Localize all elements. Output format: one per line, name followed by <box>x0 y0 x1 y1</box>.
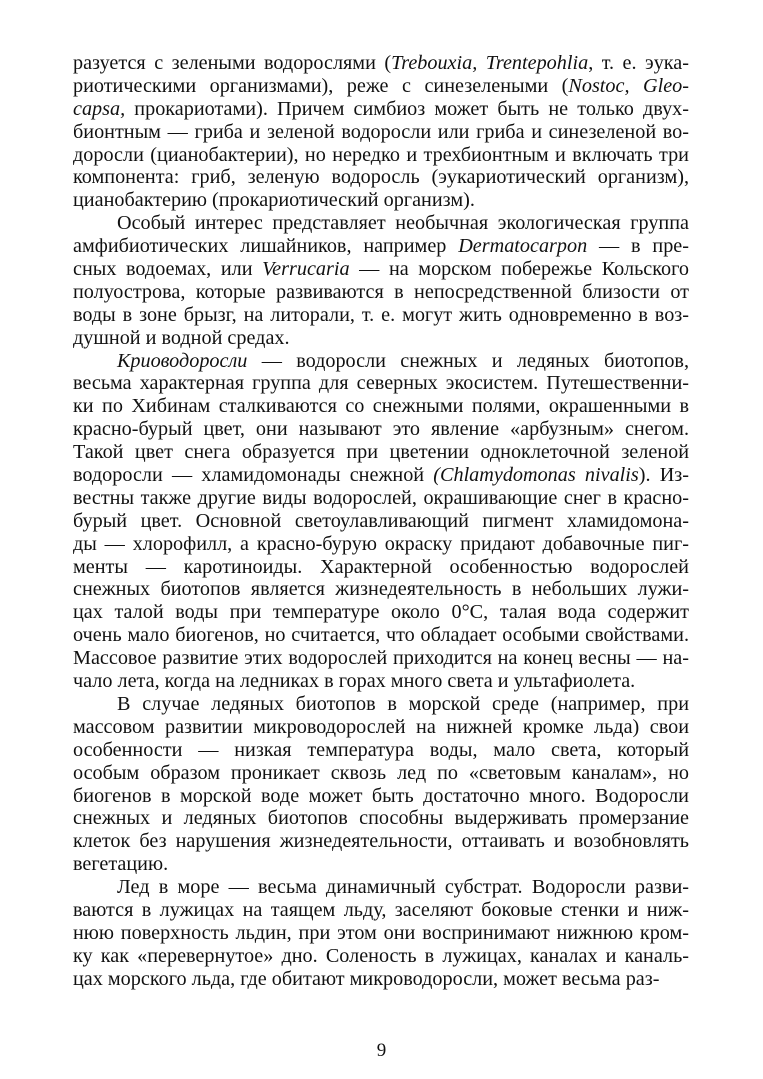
text-line <box>73 121 689 144</box>
text-line <box>73 258 689 281</box>
text-line <box>73 235 689 258</box>
text-run: снежных и ледяных биотопов способны выдерживать промерзание <box>73 807 689 830</box>
text-run: ). Из- <box>638 464 689 487</box>
text-run: особым образом проникает сквозь лед по «световым каналам», но <box>73 761 689 784</box>
text-line <box>73 876 689 899</box>
page-body <box>73 52 689 991</box>
text-line <box>73 670 689 693</box>
text-run: ку как «перевернутое» дно. Соленость в лужицах, каналах и каналь- <box>73 944 689 967</box>
text-line <box>73 578 689 601</box>
text-run: вегетацию. <box>73 853 169 876</box>
text-line <box>73 739 689 762</box>
text-run: бионтным — гриба и зеленой водоросли или гриба и синезеленой во- <box>73 120 689 143</box>
text-line <box>73 281 689 304</box>
text-line <box>73 166 689 189</box>
text-run: Особый интерес представляет необычная экологическая группа <box>117 212 689 235</box>
text-line <box>73 922 689 945</box>
italic-term: Trebouxia, Trentepohlia <box>391 52 589 74</box>
text-line <box>73 968 689 991</box>
page-number: 9 <box>376 1040 387 1061</box>
text-line <box>73 212 689 235</box>
text-run: клеток без нарушения жизнедеятельности, оттаивать и возобновлять <box>73 830 689 853</box>
text-line <box>73 556 689 579</box>
text-run: — в пре- <box>587 235 689 258</box>
text-run: цианобактерию (прокариотический организм). <box>73 189 475 212</box>
text-run: воды в зоне брызг, на литорали, т. е. могут жить одновременно в воз- <box>73 303 689 326</box>
text-run: цах морского льда, где обитают микроводоросли, может весьма раз- <box>73 967 660 990</box>
text-line <box>73 899 689 922</box>
paragraph <box>73 350 689 693</box>
paragraph <box>73 876 689 990</box>
text-run: вестны также другие виды водорослей, окрашивающие снег в красно- <box>73 486 689 509</box>
text-line <box>73 372 689 395</box>
text-run: цах талой воды при температуре около 0°С, талая вода содержит <box>73 601 689 624</box>
text-line <box>73 533 689 556</box>
text-run: чало лета, когда на ледниках в горах много света и ультафиолета. <box>73 670 636 693</box>
text-line <box>73 189 689 212</box>
italic-term: Dermatocarpon <box>458 235 588 258</box>
text-run: душной и водной средах. <box>73 326 290 349</box>
italic-term: (Chlamydomonas nivalis <box>433 464 639 487</box>
text-line <box>73 75 689 98</box>
text-run: водоросли — хламидомонады снежной <box>73 464 434 487</box>
text-run: риотическими организмами), реже с синезелеными ( <box>73 74 569 97</box>
text-line <box>73 98 689 121</box>
text-line <box>73 304 689 327</box>
paragraph <box>73 693 689 876</box>
text-line <box>73 487 689 510</box>
text-run: Такой цвет снега образуется при цветении одноклеточной зеленой <box>73 441 689 464</box>
text-line <box>73 510 689 533</box>
text-run: Лед в море — весьма динамичный субстрат. Водоросли разви- <box>117 876 689 899</box>
text-run: ки по Хибинам сталкиваются со снежными полями, окрашенными в <box>73 395 689 418</box>
text-run: массовом развитии микроводорослей на нижней кромке льда) свои <box>73 715 689 738</box>
text-run: красно-бурый цвет, они называют это явление «арбузным» снегом. <box>73 418 689 441</box>
text-run: Массовое развитие этих водорослей приходится на конец весны — на- <box>73 647 689 670</box>
text-run: снежных биотопов является жизнедеятельность в небольших лужи- <box>73 578 689 601</box>
text-line <box>73 601 689 624</box>
text-line <box>73 144 689 167</box>
text-run: , т. е. эука- <box>588 52 689 74</box>
text-line <box>73 785 689 808</box>
text-run: компонента: гриб, зеленую водоросль (эукариотический организм), <box>73 166 689 189</box>
paragraph <box>73 52 689 212</box>
text-line <box>73 693 689 716</box>
text-line <box>73 441 689 464</box>
text-run: разуется с зелеными водорослями ( <box>73 52 392 74</box>
italic-term: Криоводоросли <box>117 349 248 372</box>
text-line <box>73 716 689 739</box>
text-line <box>73 762 689 785</box>
paragraph <box>73 212 689 349</box>
italic-term: Verrucaria <box>262 258 350 281</box>
text-run: — на морском побережье Кольского <box>349 258 689 281</box>
text-line <box>73 52 689 75</box>
text-line <box>73 395 689 418</box>
text-run: биогенов в морской воде может быть достаточно много. Водоросли <box>73 784 689 807</box>
text-run: бурый цвет. Основной светоулавливающий пигмент хламидомона- <box>73 509 689 532</box>
text-line <box>73 830 689 853</box>
text-run: нюю поверхность льдин, при этом они воспринимают нижнюю кром- <box>73 921 689 944</box>
text-line <box>73 647 689 670</box>
text-line <box>73 327 689 350</box>
text-run: ваются в лужицах на таящем льду, заселяют боковые стенки и ниж- <box>73 898 689 921</box>
text-line <box>73 464 689 487</box>
text-run: прокариотами). Причем симбиоз может быть не только двух- <box>125 97 689 120</box>
text-run: сных водоемах, или <box>73 258 263 281</box>
text-run: очень мало биогенов, но считается, что обладает особыми свойствами. <box>73 624 689 647</box>
text-run: В случае ледяных биотопов в морской среде (например, при <box>117 692 689 715</box>
text-line <box>73 350 689 373</box>
italic-term: Nostoc, Gleo- <box>568 74 689 97</box>
text-line <box>73 624 689 647</box>
text-line <box>73 945 689 968</box>
italic-term: capsa, <box>73 97 126 120</box>
text-run: полуострова, которые развиваются в непосредственной близости от <box>73 280 689 303</box>
text-run: особенности — низкая температура воды, мало света, который <box>73 738 689 761</box>
text-run: амфибиотических лишайников, например <box>73 235 459 258</box>
text-run: весьма характерная группа для северных экосистем. Путешественни- <box>73 372 689 395</box>
text-line <box>73 807 689 830</box>
text-line <box>73 853 689 876</box>
text-run: доросли (цианобактерии), но нередко и трехбионтным и включать три <box>73 143 689 166</box>
text-line <box>73 418 689 441</box>
text-run: ды — хлорофилл, а красно-бурую окраску придают добавочные пиг- <box>73 532 689 555</box>
text-run: менты — каротиноиды. Характерной особенностью водорослей <box>73 555 689 578</box>
text-run: — водоросли снежных и ледяных биотопов, <box>247 349 689 372</box>
